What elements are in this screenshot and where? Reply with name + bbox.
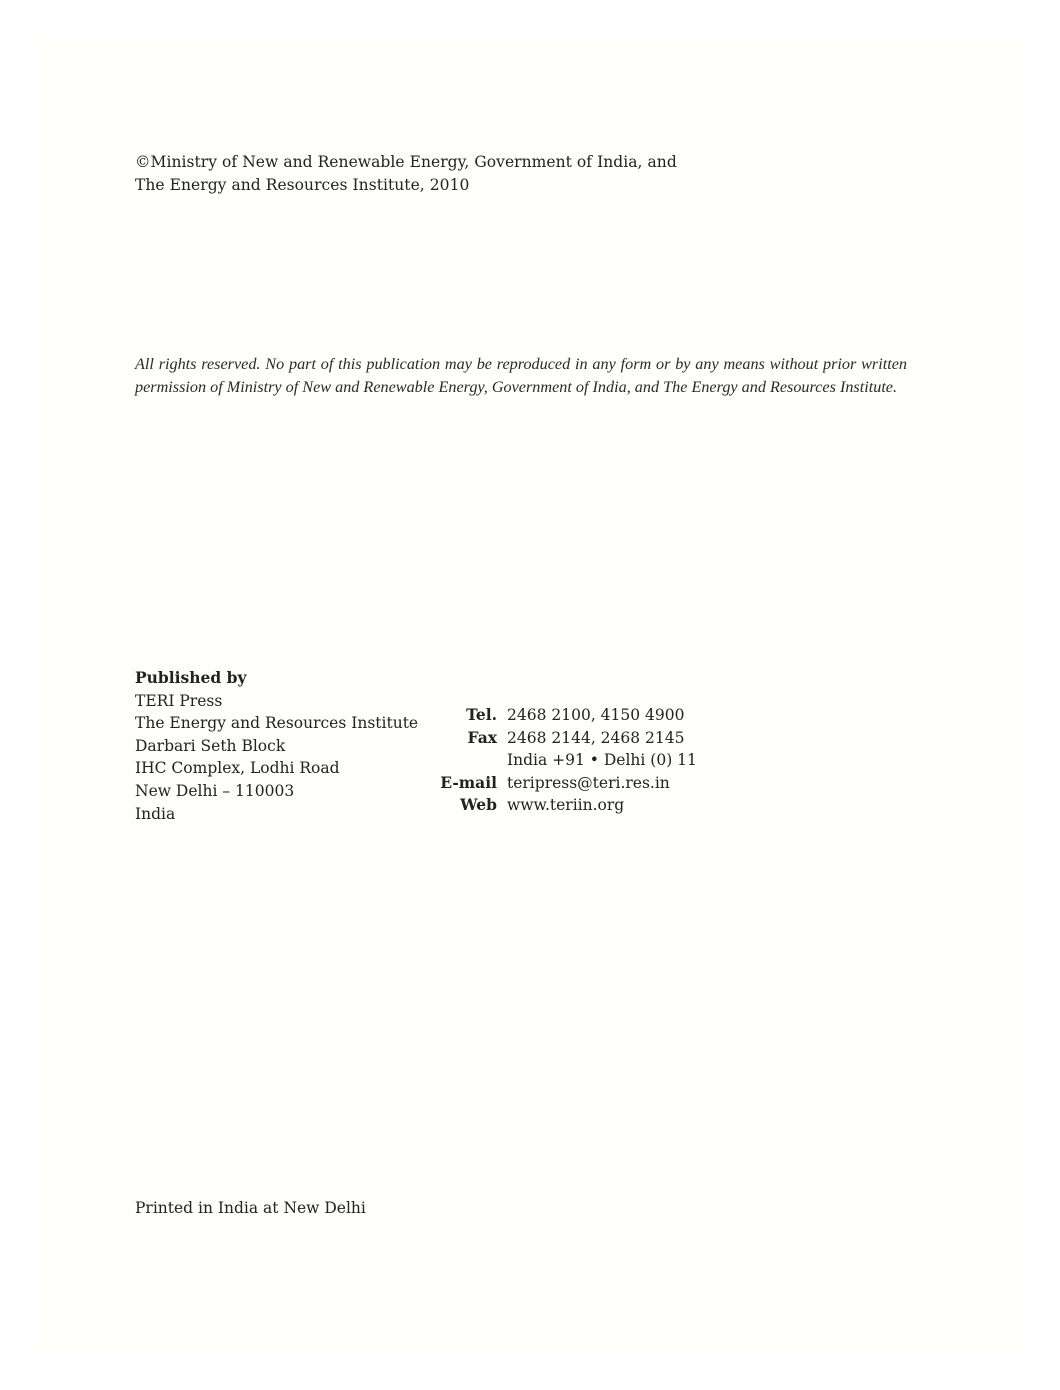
document-page [35, 35, 1025, 1356]
address-line: Darbari Seth Block [135, 736, 286, 755]
contact-row-email [415, 772, 697, 795]
contact-row-tel [415, 704, 697, 727]
printed-location: Printed in India at New Delhi [135, 1199, 366, 1217]
contact-label [415, 749, 507, 772]
copyright-line: ©Ministry of New and Renewable Energy, Government of India, and [135, 153, 677, 171]
address-line: New Delhi – 110003 [135, 781, 295, 800]
contact-row-fax [415, 727, 697, 750]
rights-reserved-notice: All rights reserved. No part of this publication may be reproduced in any form or by any means without prior written permission of Ministry of New and Renewable Energy, Government of India, and The Energy and Resources Institute. [135, 355, 907, 396]
contact-details [415, 704, 697, 817]
address-line: TERI Press [135, 691, 223, 710]
contact-value: teripress@teri.res.in [507, 773, 670, 792]
contact-value: India +91 • Delhi (0) 11 [507, 751, 697, 770]
contact-label: Fax [467, 727, 497, 747]
contact-label: Tel. [466, 705, 497, 724]
copyright-line: The Energy and Resources Institute, 2010 [135, 176, 470, 194]
copyright-notice [135, 151, 677, 197]
contact-label: E-mail [440, 772, 497, 792]
contact-value: 2468 2100, 4150 4900 [507, 706, 685, 724]
contact-row-web [415, 794, 697, 817]
contact-label: Web [460, 795, 497, 815]
address-line: IHC Complex, Lodhi Road [135, 759, 340, 778]
address-line: India [135, 804, 176, 823]
contact-value: www.teriin.org [507, 796, 625, 815]
contact-row-dial-codes [415, 749, 697, 772]
publisher-heading: Published by [135, 668, 247, 687]
contact-value: 2468 2144, 2468 2145 [507, 728, 685, 747]
address-line: The Energy and Resources Institute [135, 714, 419, 733]
publisher-address [135, 667, 418, 825]
